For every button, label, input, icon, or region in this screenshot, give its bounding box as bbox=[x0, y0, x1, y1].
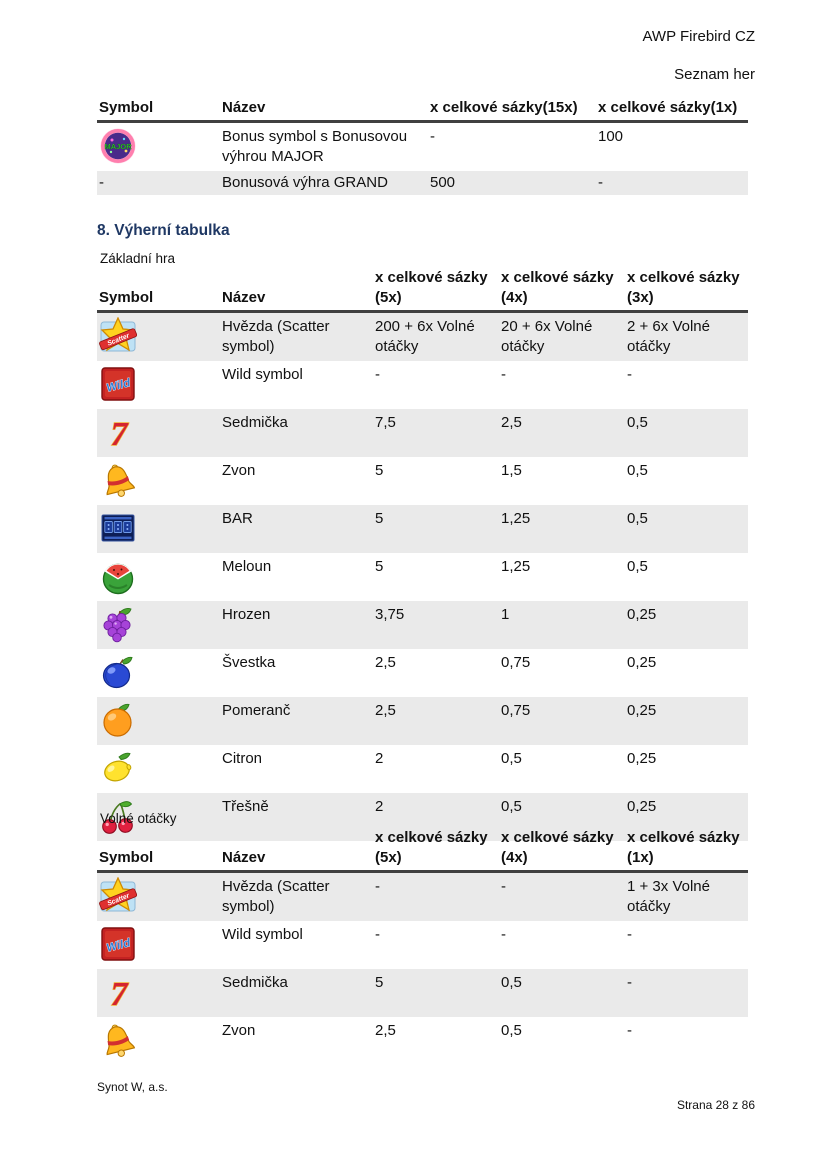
table-row bbox=[97, 745, 748, 793]
value-cell: Hvězda (Scatter symbol) bbox=[222, 878, 330, 915]
table-row bbox=[97, 697, 748, 745]
seven-icon bbox=[99, 413, 137, 451]
table-row bbox=[97, 921, 748, 969]
value-cell: 20 + 6x Volné otáčky bbox=[501, 318, 593, 355]
value-cell: - bbox=[375, 926, 380, 943]
table-row bbox=[97, 553, 748, 601]
value-cell: 0,5 bbox=[501, 1022, 522, 1039]
value-cell: Třešně bbox=[222, 798, 269, 815]
column-header: Název bbox=[222, 98, 430, 122]
table-row bbox=[97, 1017, 748, 1065]
table-row bbox=[97, 171, 748, 195]
major-bonus-icon bbox=[99, 127, 137, 165]
value-cell: 2,5 bbox=[501, 414, 522, 431]
base-game-caption: Základní hra bbox=[100, 251, 176, 266]
value-cell: - bbox=[627, 926, 632, 943]
column-header: Název bbox=[222, 828, 375, 872]
value-cell: 0,75 bbox=[501, 654, 531, 671]
column-header: x celkové sázky (3x) bbox=[627, 268, 748, 312]
column-header: x celkové sázky (5x) bbox=[375, 268, 501, 312]
table-row bbox=[97, 122, 748, 172]
value-cell: Bonusová výhra GRAND bbox=[222, 174, 388, 191]
value-cell: 0,5 bbox=[627, 462, 648, 479]
table-header-row bbox=[97, 98, 748, 122]
free-spins-table bbox=[97, 828, 748, 1065]
column-header: x celkové sázky (4x) bbox=[501, 828, 627, 872]
table-row bbox=[97, 312, 748, 362]
bar-icon bbox=[99, 509, 137, 547]
value-cell: 2 bbox=[375, 750, 384, 767]
value-cell: BAR bbox=[222, 510, 253, 527]
lemon-icon bbox=[99, 749, 137, 787]
value-cell: - bbox=[501, 366, 506, 383]
plum-icon bbox=[99, 653, 137, 691]
seven-icon bbox=[99, 973, 137, 1011]
column-header: Symbol bbox=[97, 268, 222, 312]
value-cell: Wild symbol bbox=[222, 926, 303, 943]
symbol-cell bbox=[97, 361, 222, 409]
footer-company: Synot W, a.s. bbox=[97, 1080, 168, 1094]
value-cell: 7,5 bbox=[375, 414, 396, 431]
symbol-cell bbox=[97, 745, 222, 793]
symbol-cell bbox=[97, 601, 222, 649]
wild-icon bbox=[99, 925, 137, 963]
value-cell: 5 bbox=[375, 558, 384, 575]
svg-text:7: 7 bbox=[110, 976, 128, 1011]
svg-text:MAJOR: MAJOR bbox=[104, 142, 132, 151]
column-header: x celkové sázky(1x) bbox=[598, 98, 748, 122]
value-cell: 0,75 bbox=[501, 702, 531, 719]
value-cell: 0,5 bbox=[627, 558, 648, 575]
svg-text:Wild: Wild bbox=[105, 377, 132, 395]
grapes-icon bbox=[99, 605, 137, 643]
symbol-cell bbox=[97, 505, 222, 553]
value-cell: 1,25 bbox=[501, 558, 531, 575]
value-cell: - bbox=[430, 128, 435, 145]
symbol-cell bbox=[97, 872, 222, 922]
value-cell: 2,5 bbox=[375, 702, 396, 719]
value-cell: 0,5 bbox=[501, 750, 522, 767]
value-cell: 2 bbox=[375, 798, 384, 815]
table-row bbox=[97, 361, 748, 409]
table-row bbox=[97, 409, 748, 457]
svg-text:Wild: Wild bbox=[105, 937, 132, 955]
document-subtitle: Seznam her bbox=[674, 66, 755, 83]
symbol-cell bbox=[97, 649, 222, 697]
star-scatter-icon bbox=[99, 877, 137, 915]
symbol-cell bbox=[97, 312, 222, 362]
value-cell: - bbox=[501, 926, 506, 943]
value-cell: - bbox=[375, 878, 380, 895]
watermelon-icon bbox=[99, 557, 137, 595]
section-heading: 8. Výherní tabulka bbox=[97, 222, 230, 239]
value-cell: 0,25 bbox=[627, 750, 657, 767]
table-row bbox=[97, 649, 748, 697]
value-cell: 1 + 3x Volné otáčky bbox=[627, 878, 710, 915]
value-cell: - bbox=[501, 878, 506, 895]
value-cell: Sedmička bbox=[222, 974, 288, 991]
symbol-cell bbox=[97, 697, 222, 745]
value-cell: Citron bbox=[222, 750, 263, 767]
value-cell: 0,5 bbox=[501, 974, 522, 991]
footer-page-number: Strana 28 z 86 bbox=[676, 1098, 755, 1112]
table-header-row bbox=[97, 268, 748, 312]
value-cell: 0,5 bbox=[501, 798, 522, 815]
value-cell: Švestka bbox=[222, 654, 276, 671]
svg-text:Scatter: Scatter bbox=[106, 332, 131, 348]
column-header: Symbol bbox=[97, 98, 222, 122]
table-row bbox=[97, 872, 748, 922]
value-cell: 2 + 6x Volné otáčky bbox=[627, 318, 710, 355]
table-row bbox=[97, 505, 748, 553]
table-row bbox=[97, 457, 748, 505]
value-cell: - bbox=[598, 174, 603, 191]
column-header: x celkové sázky (4x) bbox=[501, 268, 627, 312]
table-row bbox=[97, 969, 748, 1017]
column-header: x celkové sázky(15x) bbox=[430, 98, 598, 122]
value-cell: 5 bbox=[375, 462, 384, 479]
value-cell: - bbox=[627, 1022, 632, 1039]
wild-icon bbox=[99, 365, 137, 403]
svg-text:Scatter: Scatter bbox=[106, 892, 131, 908]
value-cell: 0,5 bbox=[627, 414, 648, 431]
value-cell: Hrozen bbox=[222, 606, 271, 623]
table-header-row bbox=[97, 828, 748, 872]
value-cell: Sedmička bbox=[222, 414, 288, 431]
symbol-cell bbox=[97, 921, 222, 969]
symbol-cell bbox=[97, 122, 222, 172]
column-header: x celkové sázky (5x) bbox=[375, 828, 501, 872]
document-title: AWP Firebird CZ bbox=[642, 28, 755, 45]
value-cell: Zvon bbox=[222, 462, 256, 479]
value-cell: - bbox=[627, 366, 632, 383]
free-spins-caption: Volné otáčky bbox=[100, 811, 177, 826]
value-cell: Meloun bbox=[222, 558, 272, 575]
value-cell: 2,5 bbox=[375, 1022, 396, 1039]
value-cell: 5 bbox=[375, 510, 384, 527]
value-cell: 500 bbox=[430, 174, 456, 191]
column-header: Symbol bbox=[97, 828, 222, 872]
bell-icon bbox=[99, 461, 137, 499]
value-cell: 100 bbox=[598, 128, 624, 145]
symbol-cell: - bbox=[99, 174, 104, 191]
column-header: x celkové sázky (1x) bbox=[627, 828, 748, 872]
bell-icon bbox=[99, 1021, 137, 1059]
value-cell: 0,25 bbox=[627, 798, 657, 815]
value-cell: Bonus symbol s Bonusovou výhrou MAJOR bbox=[222, 128, 408, 165]
orange-icon bbox=[99, 701, 137, 739]
value-cell: 0,25 bbox=[627, 702, 657, 719]
value-cell: 5 bbox=[375, 974, 384, 991]
value-cell: - bbox=[375, 366, 380, 383]
value-cell: 1,25 bbox=[501, 510, 531, 527]
value-cell: 1 bbox=[501, 606, 510, 623]
symbol-cell bbox=[97, 1017, 222, 1065]
value-cell: 200 + 6x Volné otáčky bbox=[375, 318, 475, 355]
column-header: Název bbox=[222, 268, 375, 312]
symbol-cell bbox=[97, 457, 222, 505]
value-cell: Pomeranč bbox=[222, 702, 291, 719]
star-scatter-icon bbox=[99, 317, 137, 355]
value-cell: 0,25 bbox=[627, 654, 657, 671]
value-cell: 3,75 bbox=[375, 606, 405, 623]
bonus-win-table bbox=[97, 98, 748, 195]
base-game-table bbox=[97, 268, 748, 841]
symbol-cell bbox=[97, 969, 222, 1017]
table-row bbox=[97, 601, 748, 649]
value-cell: 0,5 bbox=[627, 510, 648, 527]
svg-text:7: 7 bbox=[110, 416, 128, 451]
value-cell: 1,5 bbox=[501, 462, 522, 479]
value-cell: Wild symbol bbox=[222, 366, 303, 383]
value-cell: 2,5 bbox=[375, 654, 396, 671]
value-cell: Zvon bbox=[222, 1022, 256, 1039]
value-cell: Hvězda (Scatter symbol) bbox=[222, 318, 330, 355]
symbol-cell bbox=[97, 409, 222, 457]
value-cell: 0,25 bbox=[627, 606, 657, 623]
symbol-cell bbox=[97, 553, 222, 601]
value-cell: - bbox=[627, 974, 632, 991]
